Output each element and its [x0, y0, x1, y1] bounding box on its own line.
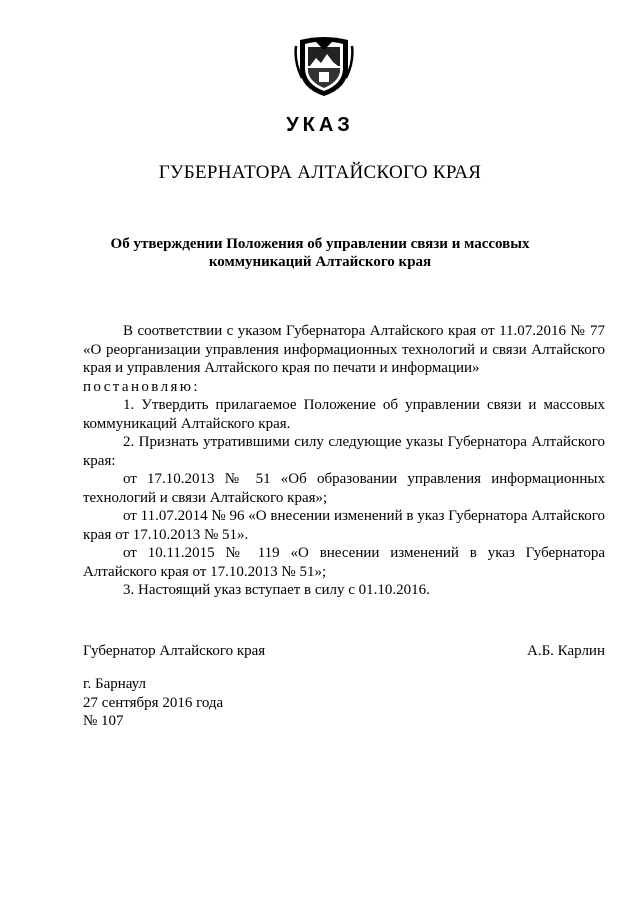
revoked-decree-1: от 17.10.2013 № 51 «Об образовании управления информационных технологий и связи Алтайского края»;: [83, 471, 605, 506]
revoked-decree-2: от 11.07.2014 № 96 «О внесении изменений в указ Губернатора Алтайского края от 17.10.2013 № 51».: [83, 508, 605, 543]
item-2-paragraph: 2. Признать утратившими силу следующие указы Губернатора Алтайского края:: [83, 434, 605, 469]
issue-details: [83, 675, 223, 731]
issuer-title: ГУБЕРНАТОРА АЛТАЙСКОГО КРАЯ: [158, 162, 482, 183]
document-type-title: УКАЗ: [286, 114, 354, 136]
revoked-decree-3: от 10.11.2015 № 119 «О внесении изменений в указ Губернатора Алтайского края от 17.10.2013 № 51»;: [83, 545, 605, 580]
issue-date: 27 сентября 2016 года: [83, 694, 224, 711]
signatory-position: Губернатор Алтайского края: [83, 643, 266, 659]
issue-place: г. Барнаул: [83, 676, 146, 692]
item-3-paragraph: 3. Настоящий указ вступает в силу с 01.10.2016.: [123, 582, 430, 598]
altai-coat-of-arms-icon: [294, 32, 354, 98]
document-heading: [100, 235, 540, 271]
document-body: [83, 322, 605, 600]
item-1-paragraph: 1. Утвердить прилагаемое Положение об управлении связи и массовых коммуникаций Алтайского края.: [83, 397, 605, 432]
heading-line-2: коммуникаций Алтайского края: [208, 254, 432, 270]
intro-paragraph: В соответствии с указом Губернатора Алтайского края от 11.07.2016 № 77 «О реорганизации управления информационных технологий и связи Алтайского края и управления Алтайского края по печати и информации»: [83, 323, 605, 376]
document-number: № 107: [83, 713, 124, 729]
heading-line-1: Об утверждении Положения об управлении связи и массовых: [110, 236, 530, 252]
decree-word: постановляю:: [83, 378, 200, 395]
signatory-name: А.Б. Карлин: [526, 643, 605, 659]
